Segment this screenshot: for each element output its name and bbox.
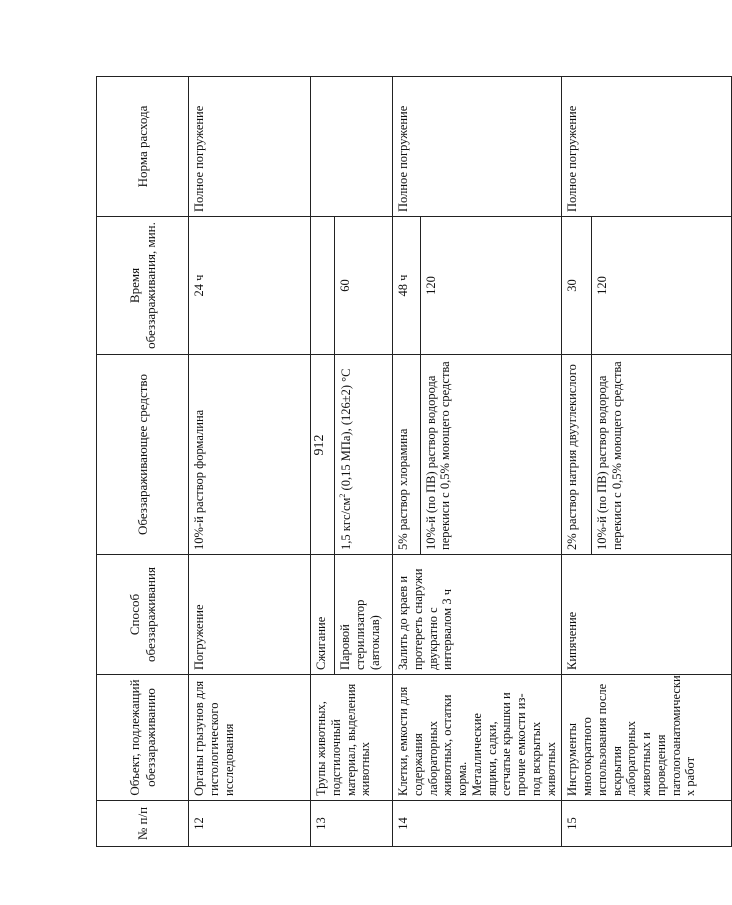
header-norm: Норма расхода <box>97 77 189 217</box>
table-row <box>562 77 592 847</box>
cell-object: Клетки, емкости для содержания лабораторных животных, остатки корма. Металлические ящики, садки, сетчатые крышки и прочие емкости из-под вскрытых животных <box>393 675 562 801</box>
cell-time <box>311 217 335 355</box>
cell-object: Органы грызунов для гистологического исследования <box>189 675 311 801</box>
header-row <box>97 77 189 847</box>
cell-agent: 10%-й (по ПВ) раствор водорода перекиси с 0,5% моющего средства <box>420 355 562 555</box>
cell-object: Инструменты многократного использования после вскрытия лабораторных животных и проведения патологоанатомически х работ <box>562 675 732 801</box>
cell-agent <box>311 355 335 555</box>
table-row <box>189 77 311 847</box>
cell-num: 13 <box>311 801 393 847</box>
cell-method: Паровой стерилизатор (автоклав) <box>335 555 393 675</box>
header-time: Время обеззараживания, мин. <box>97 217 189 355</box>
cell-method: Залить до краев и протереть снаружи двукратно с интервалом 3 ч <box>393 555 562 675</box>
cell-num: 15 <box>562 801 732 847</box>
cell-agent <box>335 355 393 555</box>
page-number: 912 <box>312 434 327 456</box>
cell-agent: 10%-й (по ПВ) раствор водорода перекиси с 0,5% моющего средства <box>592 355 732 555</box>
agent-text: 1,5 кгс/см <box>339 497 354 550</box>
header-object: Объект, подлежащий обеззараживанию <box>97 675 189 801</box>
cell-agent: 2% раствор натрия двууглекислого <box>562 355 592 555</box>
cell-agent: 5% раствор хлорамина <box>393 355 421 555</box>
table-row <box>311 77 335 847</box>
rotated-table-container <box>96 77 698 847</box>
cell-object: Трупы животных, подстилочный материал, выделения животных <box>311 675 393 801</box>
cell-norm: Полное погружение <box>562 77 732 217</box>
cell-agent: 10%-й раствор формалина <box>189 355 311 555</box>
superscript: 2 <box>338 493 347 498</box>
cell-norm: Полное погружение <box>393 77 562 217</box>
cell-method: Погружение <box>189 555 311 675</box>
header-agent: Обеззараживающее средство <box>97 355 189 555</box>
cell-time: 120 <box>420 217 562 355</box>
cell-num: 14 <box>393 801 562 847</box>
cell-time: 24 ч <box>189 217 311 355</box>
cell-method: Сжигание <box>311 555 335 675</box>
cell-method: Кипячение <box>562 555 732 675</box>
cell-time: 60 <box>335 217 393 355</box>
header-method: Способ обеззараживания <box>97 555 189 675</box>
cell-time: 48 ч <box>393 217 421 355</box>
table-row <box>393 77 421 847</box>
cell-norm: Полное погружение <box>189 77 311 217</box>
disinfection-table <box>96 76 732 847</box>
cell-num: 12 <box>189 801 311 847</box>
cell-norm <box>311 77 393 217</box>
agent-text: (0,15 МПа), (126±2) °С <box>339 368 354 494</box>
header-num: № п/п <box>97 801 189 847</box>
cell-time: 30 <box>562 217 592 355</box>
cell-time: 120 <box>592 217 732 355</box>
